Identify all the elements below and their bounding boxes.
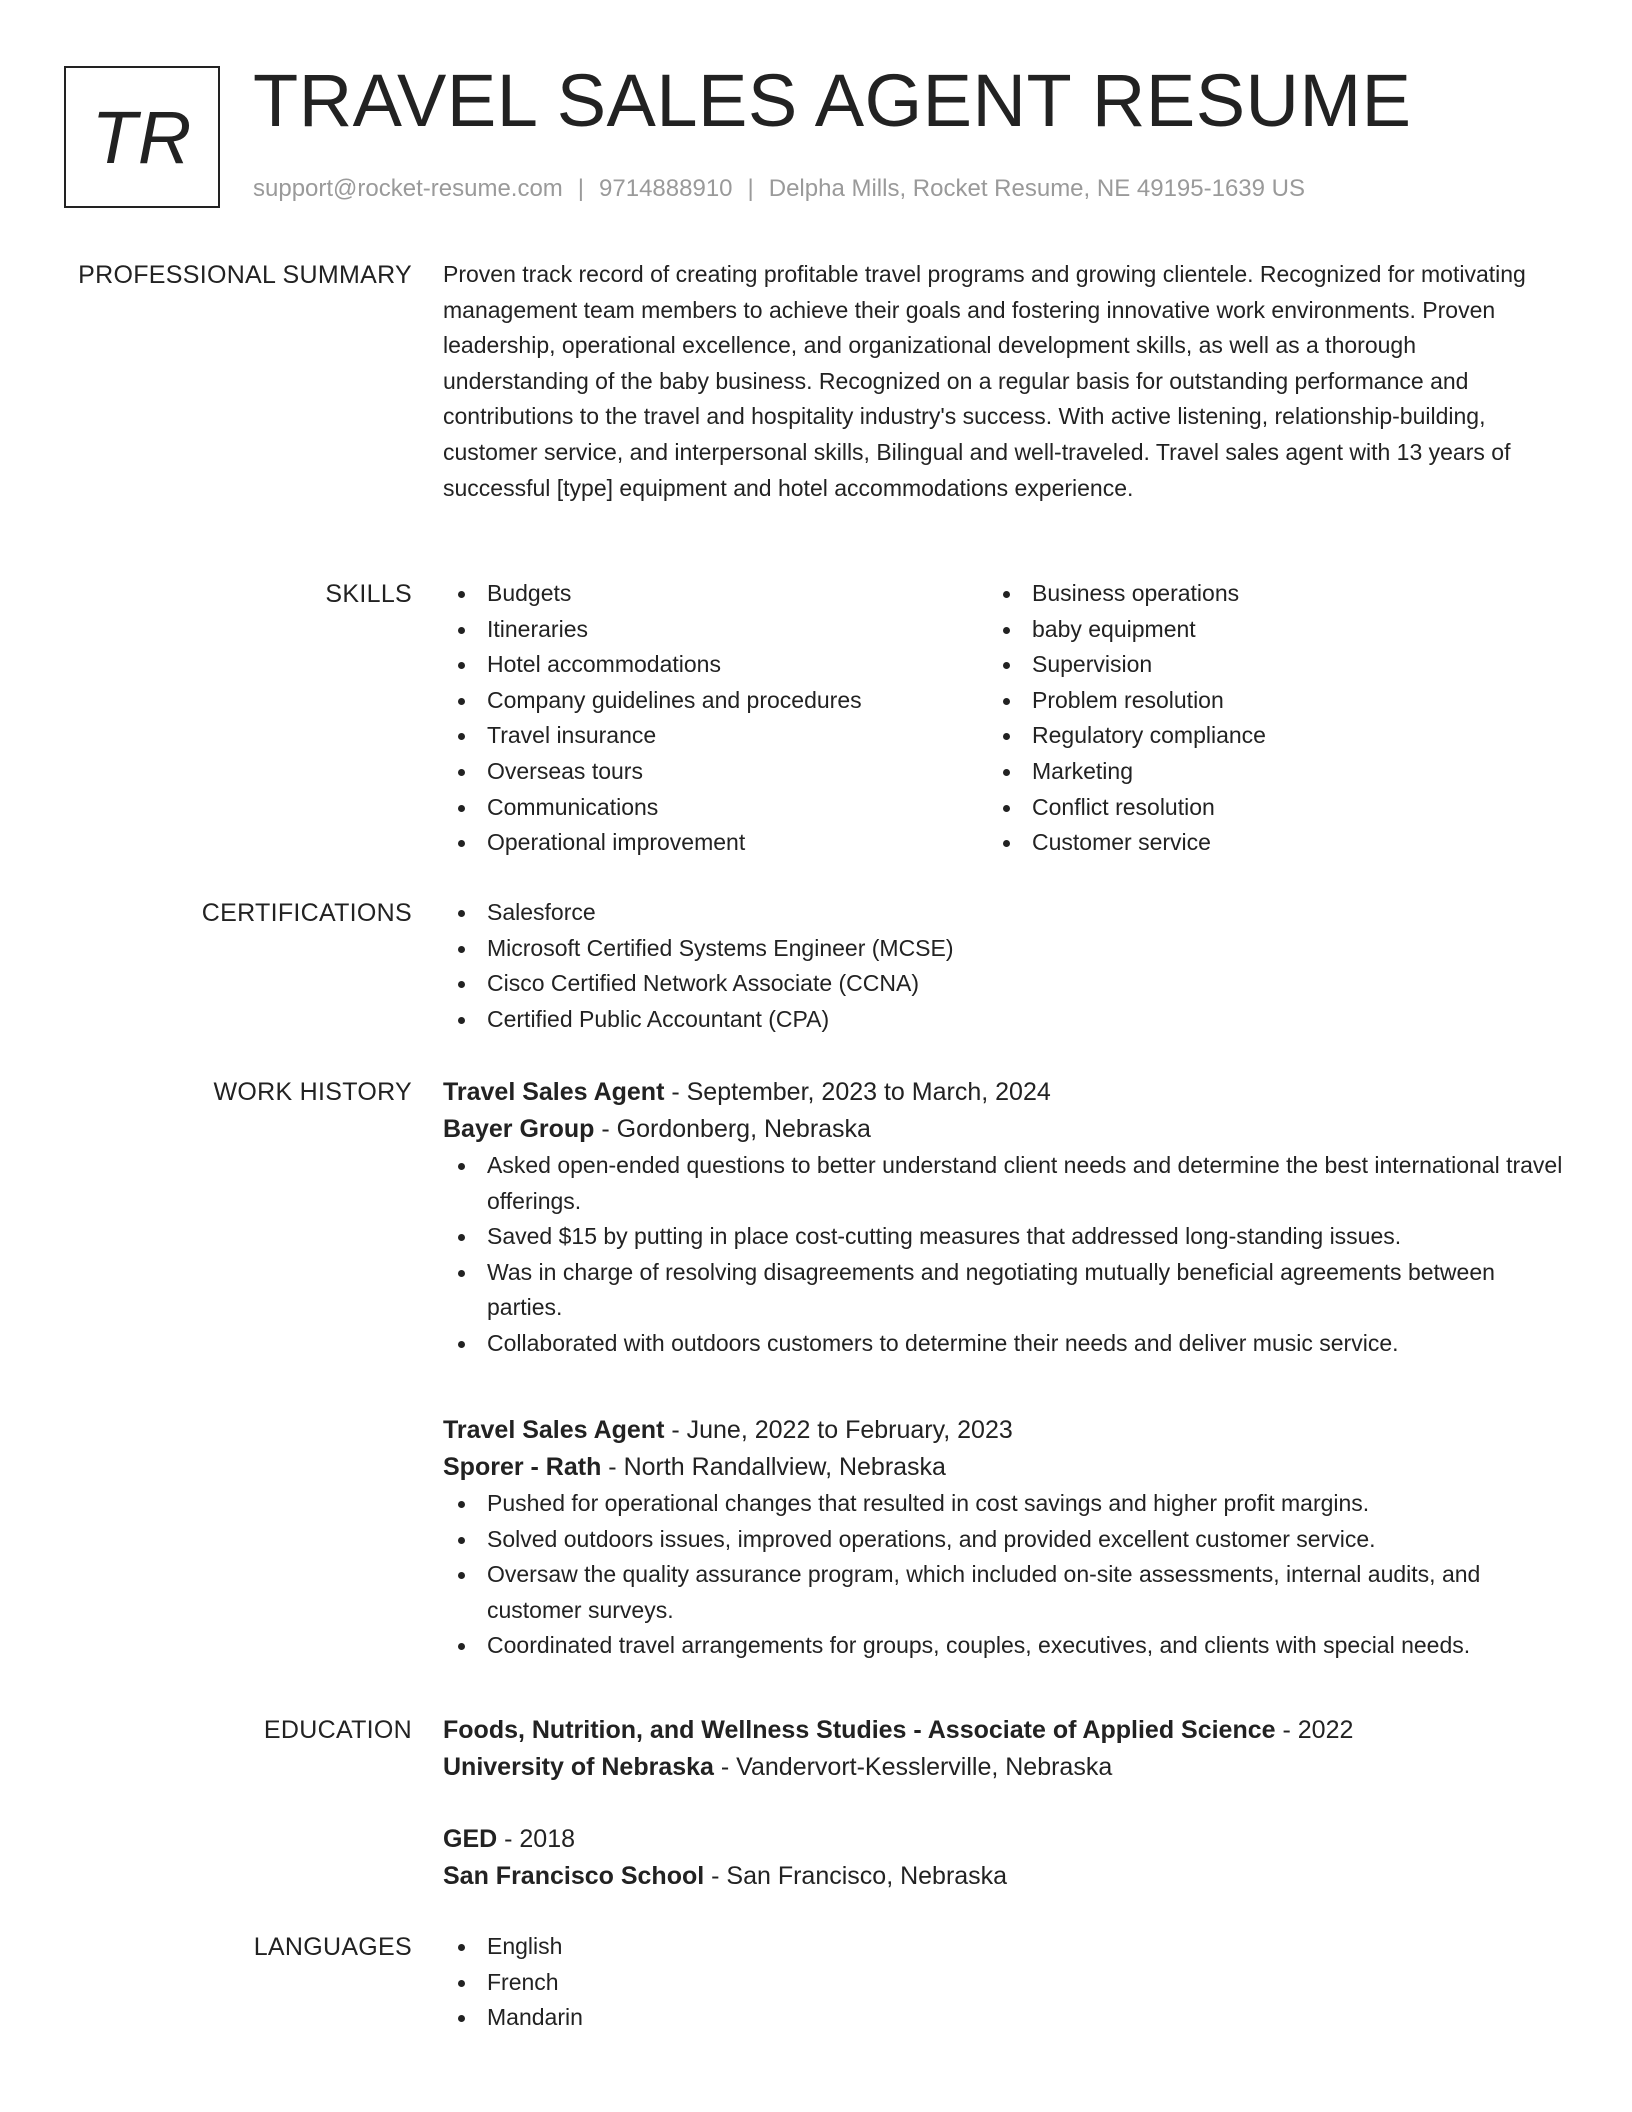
certification-item: Cisco Certified Network Associate (CCNA) bbox=[443, 966, 1563, 1002]
skill-item: Conflict resolution bbox=[988, 790, 1548, 826]
skill-item: Business operations bbox=[988, 576, 1548, 612]
education-school: San Francisco School bbox=[443, 1862, 705, 1890]
summary-body bbox=[443, 257, 1563, 506]
education-location: - San Francisco, Nebraska bbox=[704, 1862, 1008, 1890]
job-location: - Gordonberg, Nebraska bbox=[594, 1115, 871, 1143]
job-duty-item: Pushed for operational changes that resulted in cost savings and higher profit margins. bbox=[443, 1486, 1563, 1522]
skill-item: Problem resolution bbox=[988, 683, 1548, 719]
education-school-line bbox=[443, 1858, 1563, 1895]
skills-body bbox=[443, 576, 1563, 861]
section-heading-skills: SKILLS bbox=[325, 580, 412, 608]
section-heading-summary: PROFESSIONAL SUMMARY bbox=[78, 261, 412, 289]
job-title: Travel Sales Agent bbox=[443, 1078, 665, 1106]
education-entry bbox=[443, 1821, 1563, 1895]
education-location: - Vandervort-Kesslerville, Nebraska bbox=[713, 1753, 1113, 1781]
language-item: Mandarin bbox=[443, 2000, 1563, 2036]
certifications-body bbox=[443, 895, 1563, 1037]
monogram-badge bbox=[64, 66, 220, 208]
education-school: University of Nebraska bbox=[443, 1753, 714, 1781]
job-duty-item: Oversaw the quality assurance program, which included on-site assessments, internal audits, and customer surveys. bbox=[443, 1557, 1563, 1628]
contact-separator: | bbox=[747, 175, 754, 202]
job-duties-list bbox=[443, 1486, 1563, 1664]
skill-item: Company guidelines and procedures bbox=[443, 683, 988, 719]
job-duty-item: Coordinated travel arrangements for groups, couples, executives, and clients with special needs. bbox=[443, 1628, 1563, 1664]
languages-body bbox=[443, 1929, 1563, 2036]
contact-address: Delpha Mills, Rocket Resume, NE 49195-1639 US bbox=[768, 175, 1305, 202]
section-heading-education: EDUCATION bbox=[263, 1716, 412, 1744]
section-heading-languages: LANGUAGES bbox=[253, 1933, 412, 1961]
certifications-list bbox=[443, 895, 1563, 1037]
education-degree-line bbox=[443, 1712, 1563, 1749]
job-duty-item: Asked open-ended questions to better understand client needs and determine the best international travel offerings. bbox=[443, 1148, 1563, 1219]
skills-list-left bbox=[443, 576, 988, 861]
monogram-initials: TR bbox=[91, 95, 193, 179]
skill-item: Travel insurance bbox=[443, 718, 988, 754]
job-duty-item: Collaborated with outdoors customers to determine their needs and deliver music service. bbox=[443, 1326, 1563, 1362]
skill-item: Overseas tours bbox=[443, 754, 988, 790]
job-location: - North Randallview, Nebraska bbox=[601, 1453, 946, 1481]
education-year: - 2022 bbox=[1275, 1716, 1354, 1744]
job-dates: - September, 2023 to March, 2024 bbox=[664, 1078, 1051, 1106]
job-duty-item: Saved $15 by putting in place cost-cutting measures that addressed long-standing issues. bbox=[443, 1219, 1563, 1255]
language-item: English bbox=[443, 1929, 1563, 1965]
languages-list bbox=[443, 1929, 1563, 2036]
skill-item: Operational improvement bbox=[443, 825, 988, 861]
skill-item: Customer service bbox=[988, 825, 1548, 861]
education-year: - 2018 bbox=[497, 1825, 576, 1853]
education-degree: Foods, Nutrition, and Wellness Studies - Associate of Applied Science bbox=[443, 1716, 1276, 1744]
language-item: French bbox=[443, 1965, 1563, 2001]
job-company-line bbox=[443, 1111, 1563, 1148]
skill-item: Marketing bbox=[988, 754, 1548, 790]
job-entry bbox=[443, 1074, 1563, 1362]
job-company-line bbox=[443, 1449, 1563, 1486]
job-title-line bbox=[443, 1074, 1563, 1111]
certification-item: Certified Public Accountant (CPA) bbox=[443, 1002, 1563, 1038]
resume-title: TRAVEL SALES AGENT RESUME bbox=[253, 59, 1412, 142]
job-duty-item: Was in charge of resolving disagreements and negotiating mutually beneficial agreements between parties. bbox=[443, 1255, 1563, 1326]
contact-phone: 9714888910 bbox=[599, 175, 733, 202]
education-entry bbox=[443, 1712, 1563, 1786]
skill-item: Communications bbox=[443, 790, 988, 826]
skills-list-right bbox=[988, 576, 1548, 861]
skill-item: Supervision bbox=[988, 647, 1548, 683]
skill-item: Regulatory compliance bbox=[988, 718, 1548, 754]
skill-item: Budgets bbox=[443, 576, 988, 612]
job-company: Bayer Group bbox=[443, 1115, 595, 1143]
section-heading-work-history: WORK HISTORY bbox=[213, 1078, 412, 1106]
education-school-line bbox=[443, 1749, 1563, 1786]
job-title: Travel Sales Agent bbox=[443, 1416, 665, 1444]
job-company: Sporer - Rath bbox=[443, 1453, 602, 1481]
skill-item: baby equipment bbox=[988, 612, 1548, 648]
job-title-line bbox=[443, 1412, 1563, 1449]
contact-separator: | bbox=[577, 175, 585, 202]
education-degree-line bbox=[443, 1821, 1563, 1858]
summary-text: Proven track record of creating profitable travel programs and growing clientele. Recognized for motivating management team members to achieve their goals and fostering innovative work environments. Proven leadership, operational excellence, and organizational development skills, as well as a thorough understanding of the baby business. Recognized on a regular basis for outstanding performance and contributions to the travel and hospitality industry's success. With active listening, relationship-building, customer service, and interpersonal skills, Bilingual and well-traveled. Travel sales agent with 13 years of successful [type] equipment and hotel accommodations experience. bbox=[443, 261, 1526, 501]
job-entry bbox=[443, 1412, 1563, 1664]
skill-item: Itineraries bbox=[443, 612, 988, 648]
education-degree: GED bbox=[443, 1825, 498, 1853]
skill-item: Hotel accommodations bbox=[443, 647, 988, 683]
contact-email: support@rocket-resume.com bbox=[253, 175, 563, 202]
job-duties-list bbox=[443, 1148, 1563, 1362]
certification-item: Salesforce bbox=[443, 895, 1563, 931]
certification-item: Microsoft Certified Systems Engineer (MCSE) bbox=[443, 931, 1563, 967]
contact-line bbox=[253, 174, 1305, 204]
section-heading-certifications: CERTIFICATIONS bbox=[201, 899, 412, 927]
job-dates: - June, 2022 to February, 2023 bbox=[664, 1416, 1013, 1444]
job-duty-item: Solved outdoors issues, improved operations, and provided excellent customer service. bbox=[443, 1522, 1563, 1558]
